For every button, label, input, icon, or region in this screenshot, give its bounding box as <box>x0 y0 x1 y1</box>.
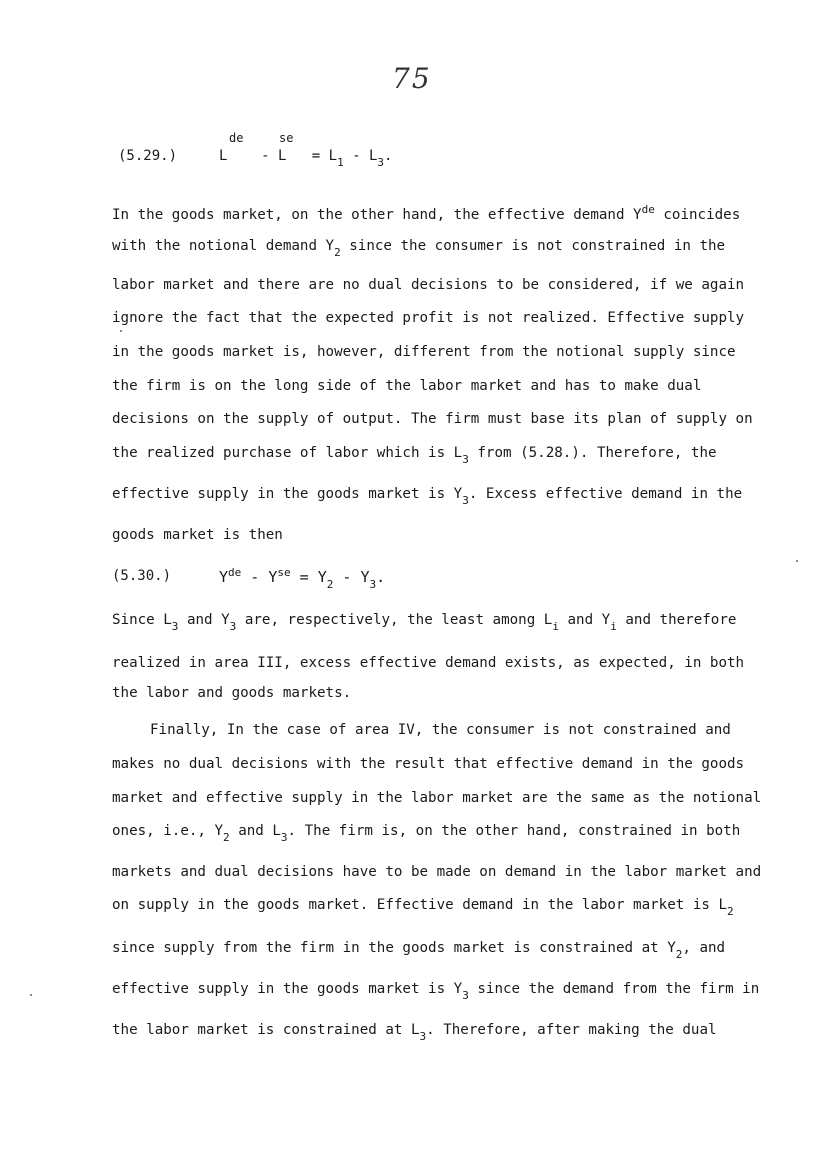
scan-speck <box>796 560 798 562</box>
line-text: decisions on the supply of output. The firm must base its plan of supply on <box>112 411 753 427</box>
subscript: 2 <box>223 831 230 844</box>
line-text: realized in area III, excess effective demand exists, as expected, in both <box>112 655 745 671</box>
text-segment: since supply from the firm in the goods market is constrained at Y <box>112 940 676 956</box>
subscript: 3 <box>229 620 237 633</box>
text-segment: are, respectively, the least among L <box>236 612 553 628</box>
line-text: Finally, In the case of area IV, the consumer is not constrained and <box>150 722 731 738</box>
period: . <box>384 148 393 164</box>
text-line <box>112 342 757 362</box>
text-line <box>150 720 757 740</box>
text-line <box>112 862 762 882</box>
text-line <box>112 308 757 328</box>
subscript: 3 <box>462 453 469 466</box>
subscript: 3 <box>171 620 179 633</box>
equation-term: = Y <box>290 568 327 586</box>
text-segment: and L <box>229 823 281 839</box>
equation-term: - Y <box>241 568 278 586</box>
subscript: i <box>552 620 559 633</box>
line-text: market and effective supply in the labor market are the same as the notional <box>112 790 762 806</box>
text-line <box>112 938 757 965</box>
equation-rhs: - L <box>343 148 378 164</box>
text-segment: Since L <box>112 612 172 628</box>
text-segment: since the demand from the firm in <box>468 981 760 997</box>
equation-label: (5.30.) <box>112 568 172 584</box>
scan-speck <box>120 330 122 332</box>
text-line <box>112 821 757 848</box>
text-segment: In the goods market, on the other hand, the effective demand Y <box>112 207 642 223</box>
equation-term: - Y <box>333 568 370 586</box>
subscript: 3 <box>280 831 288 844</box>
subscript: 2 <box>727 905 734 918</box>
subscript: 2 <box>334 246 341 259</box>
text-line <box>112 788 762 808</box>
subscript: 3 <box>419 1030 427 1043</box>
scan-speck <box>30 994 32 996</box>
line-text: markets and dual decisions have to be made on demand in the labor market and <box>112 864 762 880</box>
text-line <box>112 754 757 774</box>
text-line <box>112 200 757 225</box>
text-line <box>112 409 757 429</box>
superscript: de <box>641 203 655 216</box>
subscript: 3 <box>377 156 385 169</box>
line-text <box>112 938 725 965</box>
text-segment: the realized purchase of labor which is L <box>112 445 463 461</box>
text-line <box>112 610 757 637</box>
subscript: 3 <box>369 578 377 591</box>
superscript: se <box>277 566 291 579</box>
text-line <box>112 979 760 1006</box>
line-text: the labor and goods markets. <box>112 685 352 701</box>
text-segment: . Excess effective demand in the <box>468 486 743 502</box>
text-segment: on supply in the goods market. Effective demand in the labor market is L <box>112 897 727 913</box>
text-segment: with the notional demand Y <box>112 238 335 254</box>
line-text <box>112 895 734 922</box>
line-text: labor market and there are no dual decisions to be considered, if we again <box>112 277 745 293</box>
line-text <box>112 484 742 511</box>
text-segment: from (5.28.). Therefore, the <box>468 445 717 461</box>
text-segment: . The firm is, on the other hand, constrained in both <box>287 823 741 839</box>
text-segment: since the consumer is not constrained in the <box>340 238 726 254</box>
equation-body <box>219 566 385 591</box>
text-segment: and Y <box>178 612 230 628</box>
subscript: 3 <box>462 494 469 507</box>
text-line <box>112 484 757 511</box>
text-segment: effective supply in the goods market is Y <box>112 486 463 502</box>
line-text: the firm is on the long side of the labor market and has to make dual <box>112 378 702 394</box>
line-text <box>112 443 717 470</box>
text-line <box>112 653 757 673</box>
line-text: goods market is then <box>112 527 283 543</box>
line-text: in the goods market is, however, different from the notional supply since <box>112 344 736 360</box>
subscript: i <box>610 620 617 633</box>
text-segment: and therefore <box>616 612 737 628</box>
text-line <box>112 525 757 545</box>
text-segment: coincides <box>654 207 741 223</box>
text-segment: the labor market is constrained at L <box>112 1022 420 1038</box>
text-line <box>112 275 757 295</box>
period: . <box>376 568 386 586</box>
superscript-de: de <box>229 131 244 145</box>
minus-sign: - <box>261 148 270 164</box>
line-text <box>112 200 740 225</box>
line-text <box>112 979 759 1006</box>
line-text <box>112 1020 717 1047</box>
subscript: 2 <box>675 948 683 961</box>
page-number: 75 <box>392 62 432 95</box>
output-symbol: Y <box>219 568 229 586</box>
subscript: 3 <box>462 989 469 1002</box>
line-text <box>112 821 740 848</box>
superscript: de <box>228 566 242 579</box>
text-line <box>112 443 757 470</box>
equation-label: (5.29.) <box>118 148 178 164</box>
labor-symbol: L <box>219 148 228 164</box>
superscript-se: se <box>279 131 294 145</box>
equation-body <box>219 148 392 169</box>
text-segment: and Y <box>558 612 611 628</box>
text-segment: ones, i.e., Y <box>112 823 224 839</box>
labor-symbol: L <box>278 148 287 164</box>
line-text <box>112 236 725 263</box>
text-line <box>112 1020 757 1047</box>
line-text <box>112 610 736 637</box>
text-segment: . Therefore, after making the dual <box>426 1022 717 1038</box>
subscript: 2 <box>326 578 334 591</box>
equation-rhs: = L <box>311 148 338 164</box>
text-line <box>112 895 757 922</box>
subscript: 1 <box>337 156 344 169</box>
line-text: ignore the fact that the expected profit is not realized. Effective supply <box>112 310 745 326</box>
text-line <box>112 236 757 263</box>
text-segment: effective supply in the goods market is Y <box>112 981 463 997</box>
text-line <box>112 683 757 703</box>
text-line <box>112 376 757 396</box>
line-text: makes no dual decisions with the result that effective demand in the goods <box>112 756 745 772</box>
text-segment: , and <box>682 940 726 956</box>
